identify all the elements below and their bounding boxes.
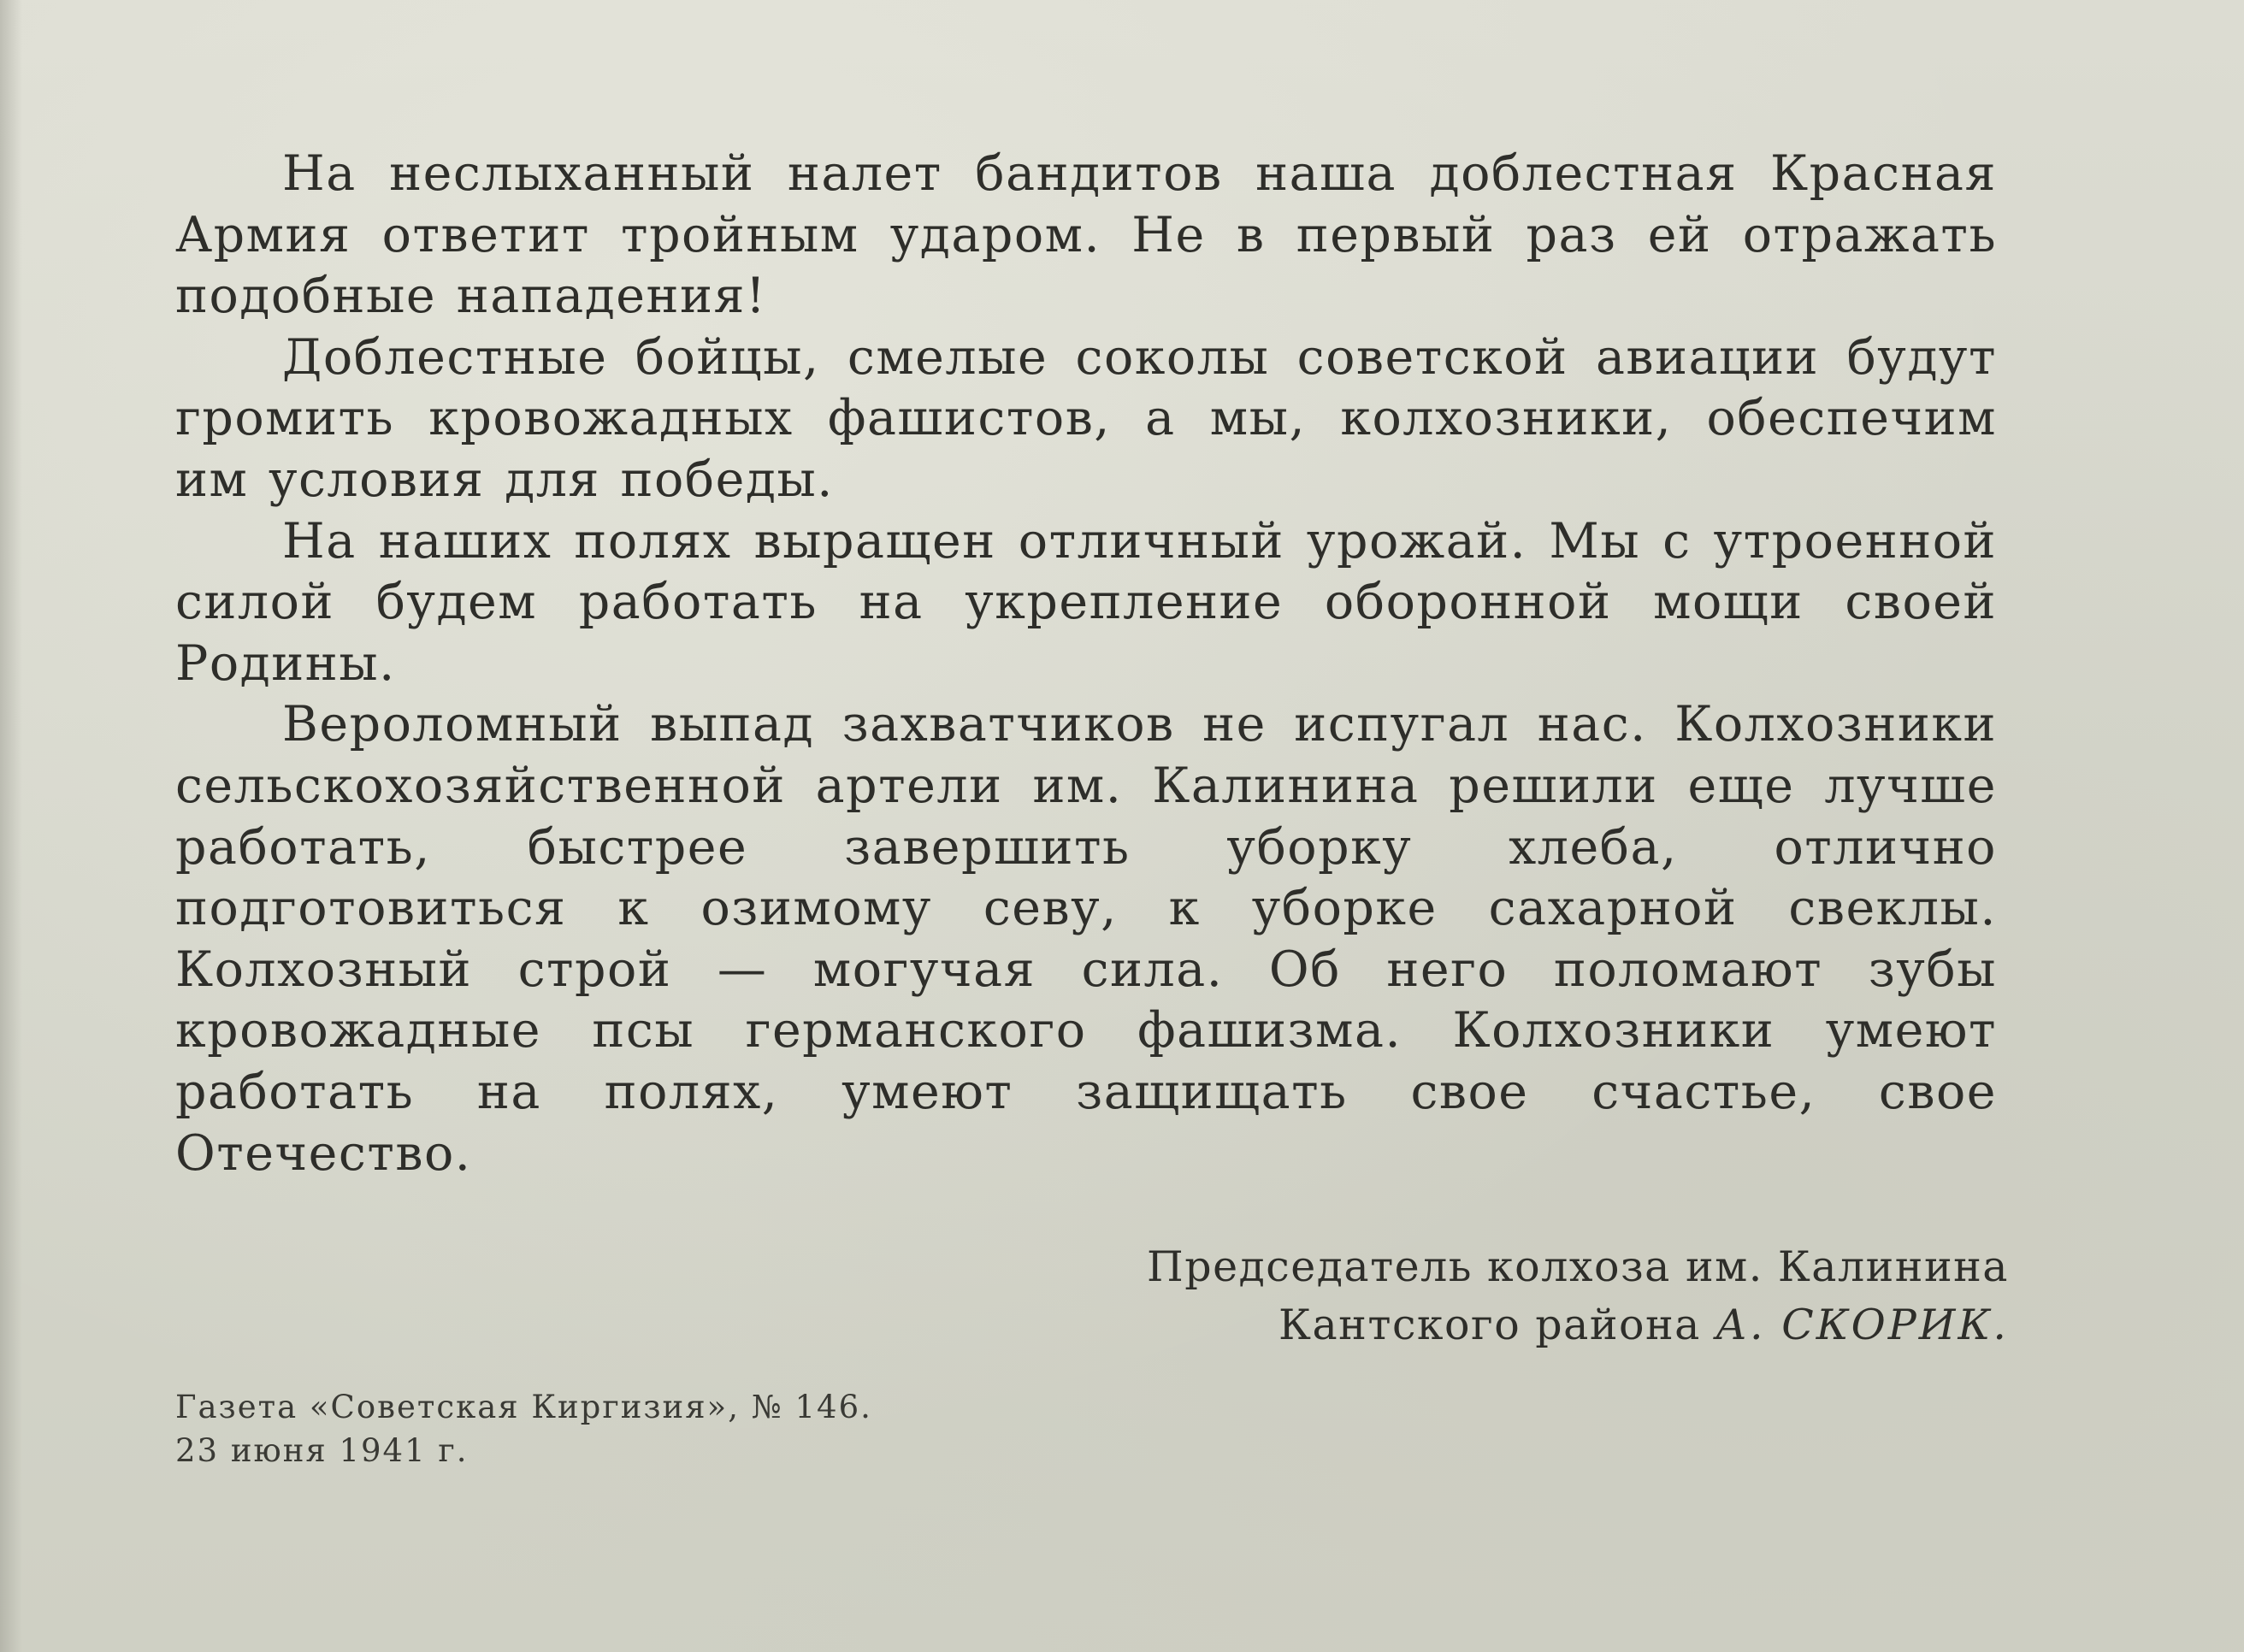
paragraph-4: Вероломный выпад захватчиков не испугал нас. Колхозники сельскохозяйственной артели им. Калинина решили еще лучше работать, быстрее завершить уборку хлеба, отлично подготовиться к озимому севу, к уборке сахарной свеклы. Колхозный строй — могучая сила. Об него поломают зубы кровожадные псы германского фашизма. Колхозники умеют работать на полях, умеют защищать свое счастье, свое Отечество.: [175, 696, 1997, 1182]
paragraph-3: На наших полях выращен отличный урожай. Мы с утроенной силой будем работать на укрепление оборонной мощи своей Родины.: [175, 512, 1997, 692]
signature-district: Кантского района: [1278, 1301, 1715, 1349]
page-edge-shadow: [0, 0, 22, 1652]
article-body: [175, 144, 1997, 1184]
signature-name: А. СКОРИК.: [1715, 1301, 2009, 1349]
source-date: 23 июня 1941 г.: [175, 1432, 469, 1469]
source-citation: [175, 1385, 1030, 1472]
signature-block: [1068, 1238, 2009, 1354]
source-newspaper: Газета «Советская Киргизия», № 146.: [175, 1389, 872, 1425]
paragraph-2: Доблестные бойцы, смелые соколы советской авиации будут громить кровожадных фашистов, а мы, колхозники, обеспечим им условия для победы.: [175, 328, 1997, 508]
signature-line-2: [1068, 1296, 2009, 1354]
paragraph-1: На неслыханный налет бандитов наша доблестная Красная Армия ответит тройным ударом. Не в первый раз ей отражать подобные нападения!: [175, 145, 1997, 325]
signature-title: Председатель колхоза им. Калинина: [1146, 1242, 2009, 1291]
